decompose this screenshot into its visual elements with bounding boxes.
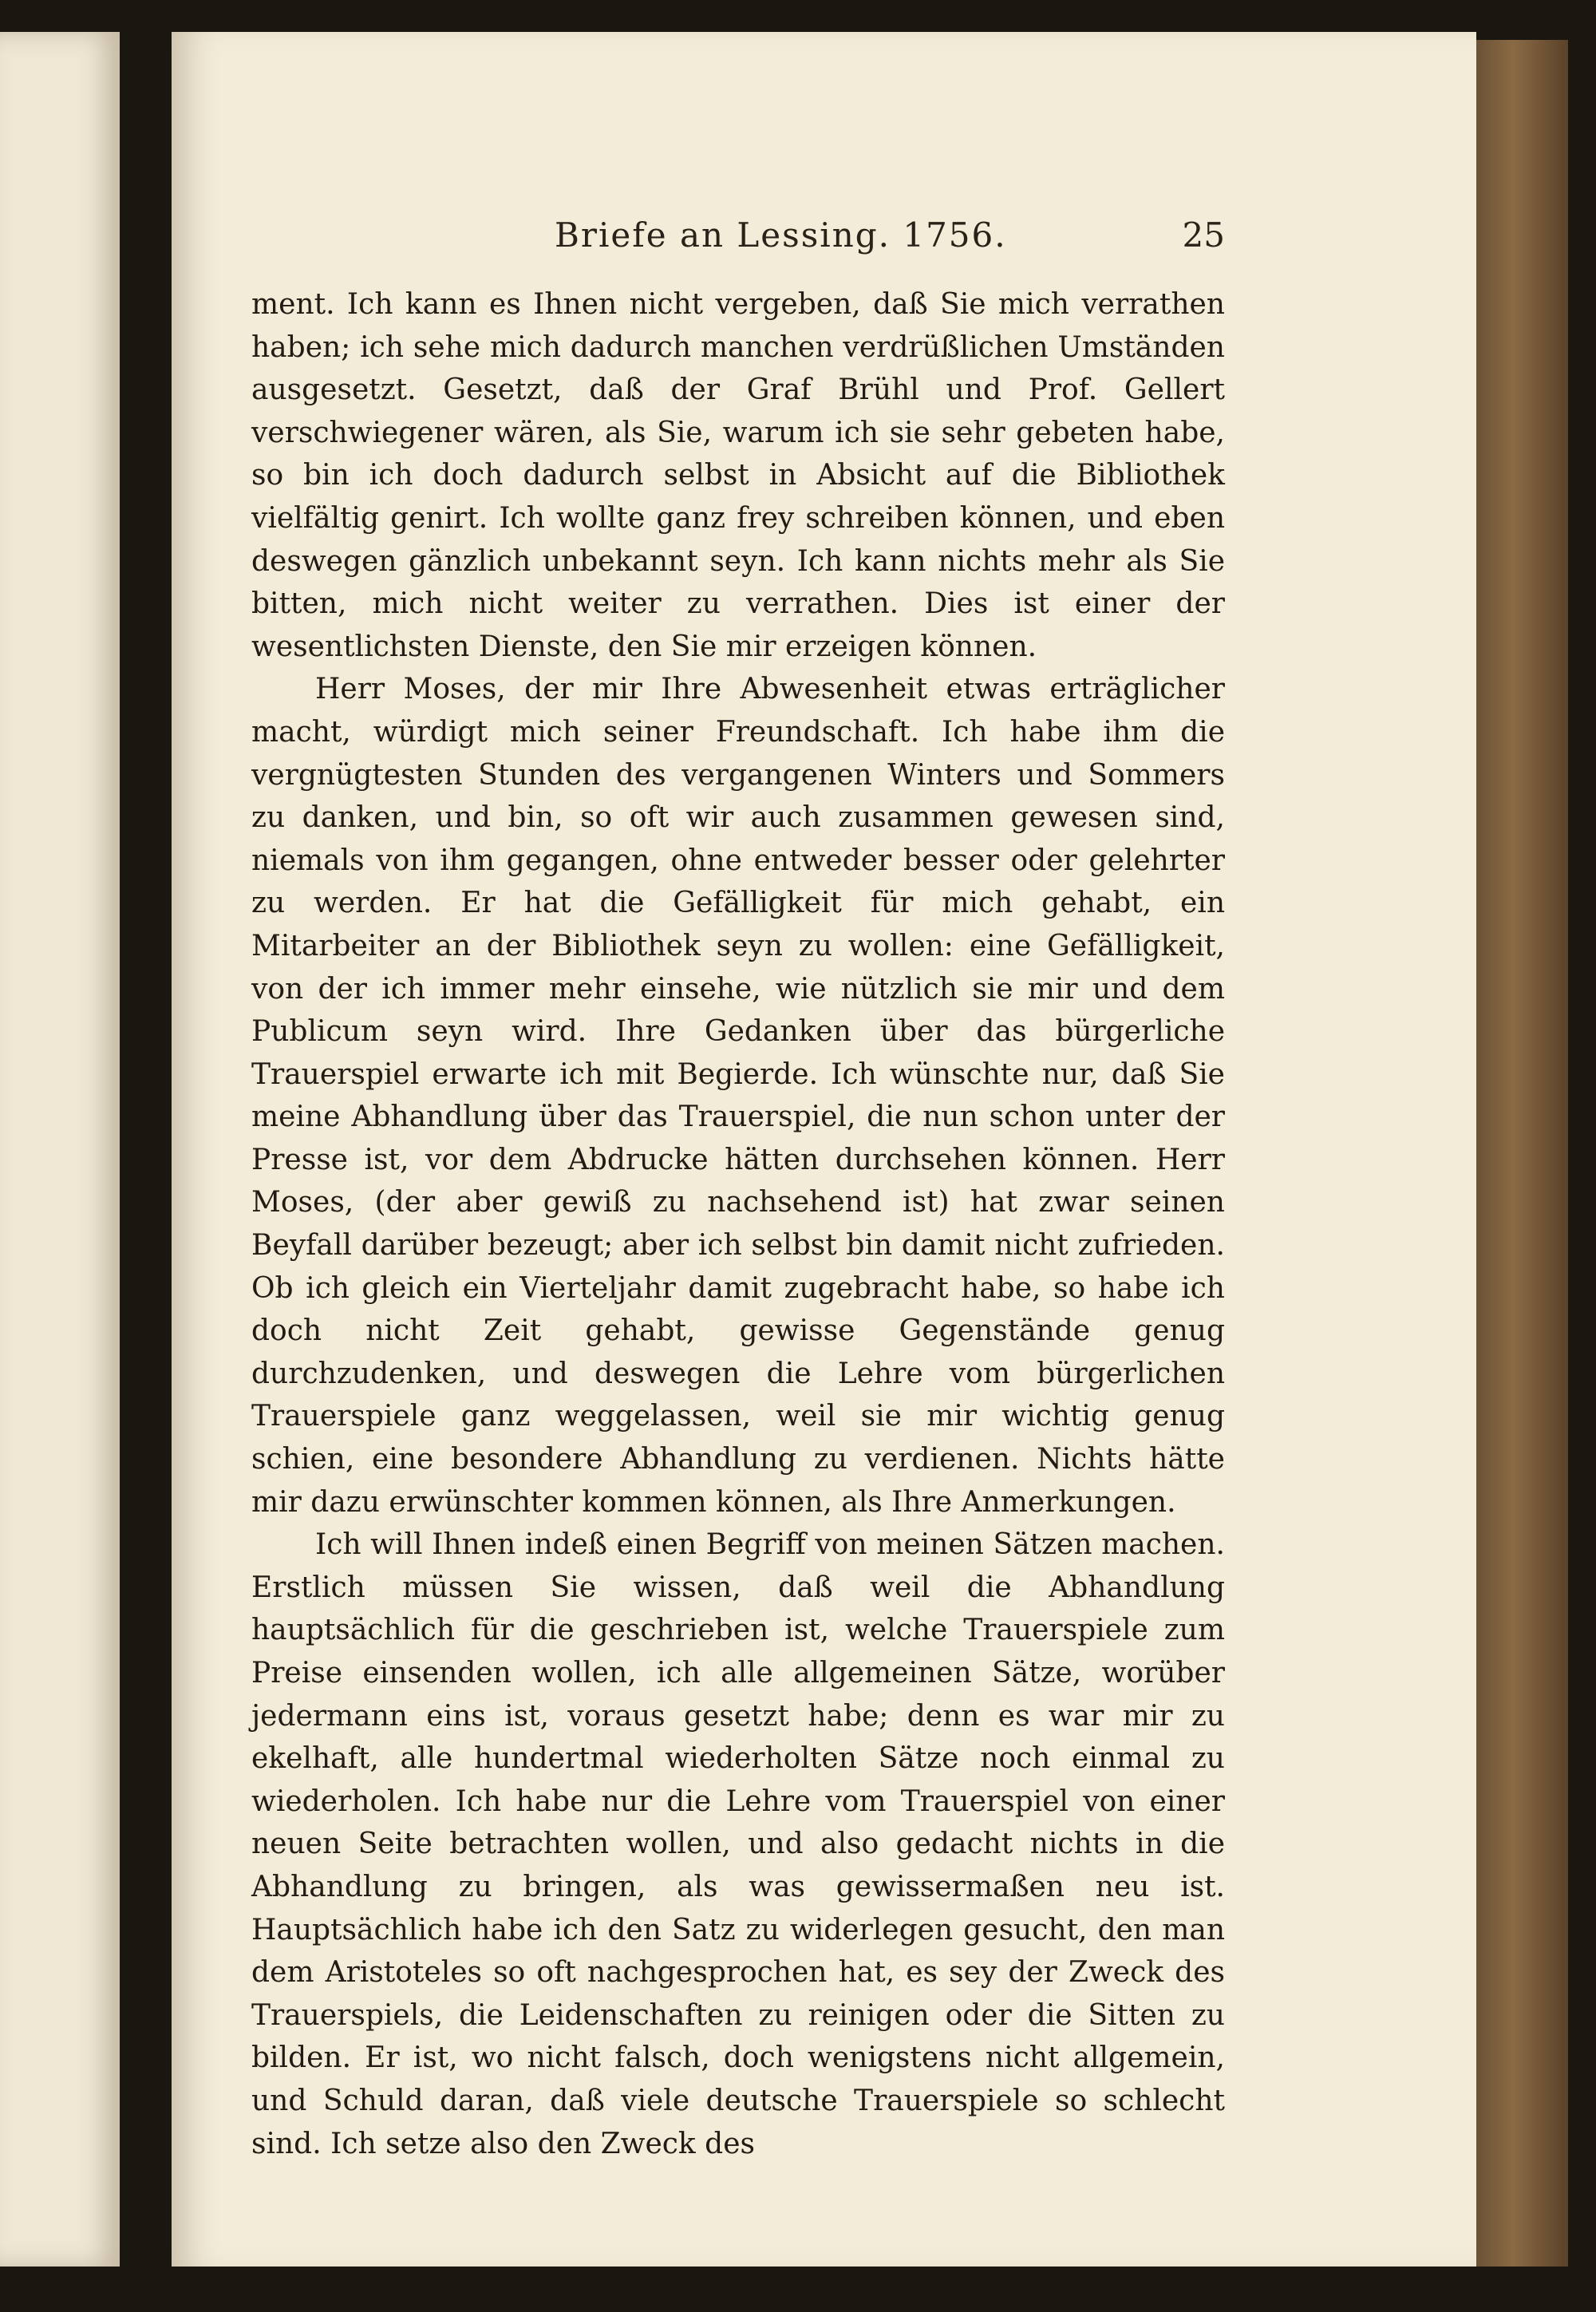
body-text	[251, 283, 1225, 2165]
paragraph: Herr Moses, der mir Ihre Abwesenheit etwas erträglicher macht, würdigt mich seiner Freundschaft. Ich habe ihm die vergnügtesten Stunden des vergangenen Winters und Sommers zu danken, und bin, so oft wir auch zusammen gewesen sind, niemals von ihm gegangen, ohne entweder besser oder gelehrter zu werden. Er hat die Gefälligkeit für mich gehabt, ein Mitarbeiter an der Bibliothek seyn zu wollen: eine Gefälligkeit, von der ich immer mehr einsehe, wie nützlich sie mir und dem Publicum seyn wird. Ihre Gedanken über das bürgerliche Trauerspiel erwarte ich mit Begierde. Ich wünschte nur, daß Sie meine Abhandlung über das Trauerspiel, die nun schon unter der Presse ist, vor dem Abdrucke hätten durchsehen können. Herr Moses, (der aber gewiß zu nachsehend ist) hat zwar seinen Beyfall darüber bezeugt; aber ich selbst bin damit nicht zufrieden. Ob ich gleich ein Vierteljahr damit zugebracht habe, so habe ich doch nicht Zeit gehabt, gewisse Gegenstände genug durchzudenken, und deswegen die Lehre vom bürgerlichen Trauerspiele ganz weggelassen, weil sie mir wichtig genug schien, eine besondere Abhandlung zu verdienen. Nichts hätte mir dazu erwünschter kommen können, als Ihre Anmerkungen.	[251, 673, 1225, 1519]
book-cover-edge	[1476, 40, 1568, 2267]
paragraph: Ich will Ihnen indeß einen Begriff von meinen Sätzen machen. Erstlich müssen Sie wissen, daß weil die Abhandlung hauptsächlich für die geschrieben ist, welche Trauerspiele zum Preise einsenden wollen, ich alle allgemeinen Sätze, worüber jedermann eins ist, voraus gesetzt habe; denn es war mir zu ekelhaft, alle hundertmal wiederholten Sätze noch einmal zu wiederholen. Ich habe nur die Lehre vom Trauerspiel von einer neuen Seite betrachten wollen, und also gedacht nichts in die Abhandlung zu bringen, als was gewissermaßen neu ist. Hauptsächlich habe ich den Satz zu widerlegen gesucht, den man dem Aristoteles so oft nachgesprochen hat, es sey der Zweck des Trauerspiels, die Leidenschaften zu reinigen oder die Sitten zu bilden. Er ist, wo nicht falsch, doch wenigstens nicht allgemein, und Schuld daran, daß viele deutsche Trauerspiele so schlecht sind. Ich setze also den Zweck des	[251, 1528, 1225, 2160]
page-header	[251, 215, 1225, 263]
page-number: 25	[1182, 215, 1225, 255]
facing-page-edge	[0, 32, 120, 2267]
paragraph: ment. Ich kann es Ihnen nicht vergeben, daß Sie mich verrathen haben; ich sehe mich dadurch manchen verdrüßlichen Umständen ausgesetzt. Gesetzt, daß der Graf Brühl und Prof. Gellert verschwiegener wären, als Sie, warum ich sie sehr gebeten habe, so bin ich doch dadurch selbst in Absicht auf die Bibliothek vielfältig genirt. Ich wollte ganz frey schreiben können, und eben deswegen gänzlich unbekannt seyn. Ich kann nichts mehr als Sie bitten, mich nicht weiter zu verrathen. Dies ist einer der wesentlichsten Dienste, den Sie mir erzeigen können.	[251, 288, 1225, 663]
running-title: Briefe an Lessing. 1756.	[555, 215, 1007, 255]
